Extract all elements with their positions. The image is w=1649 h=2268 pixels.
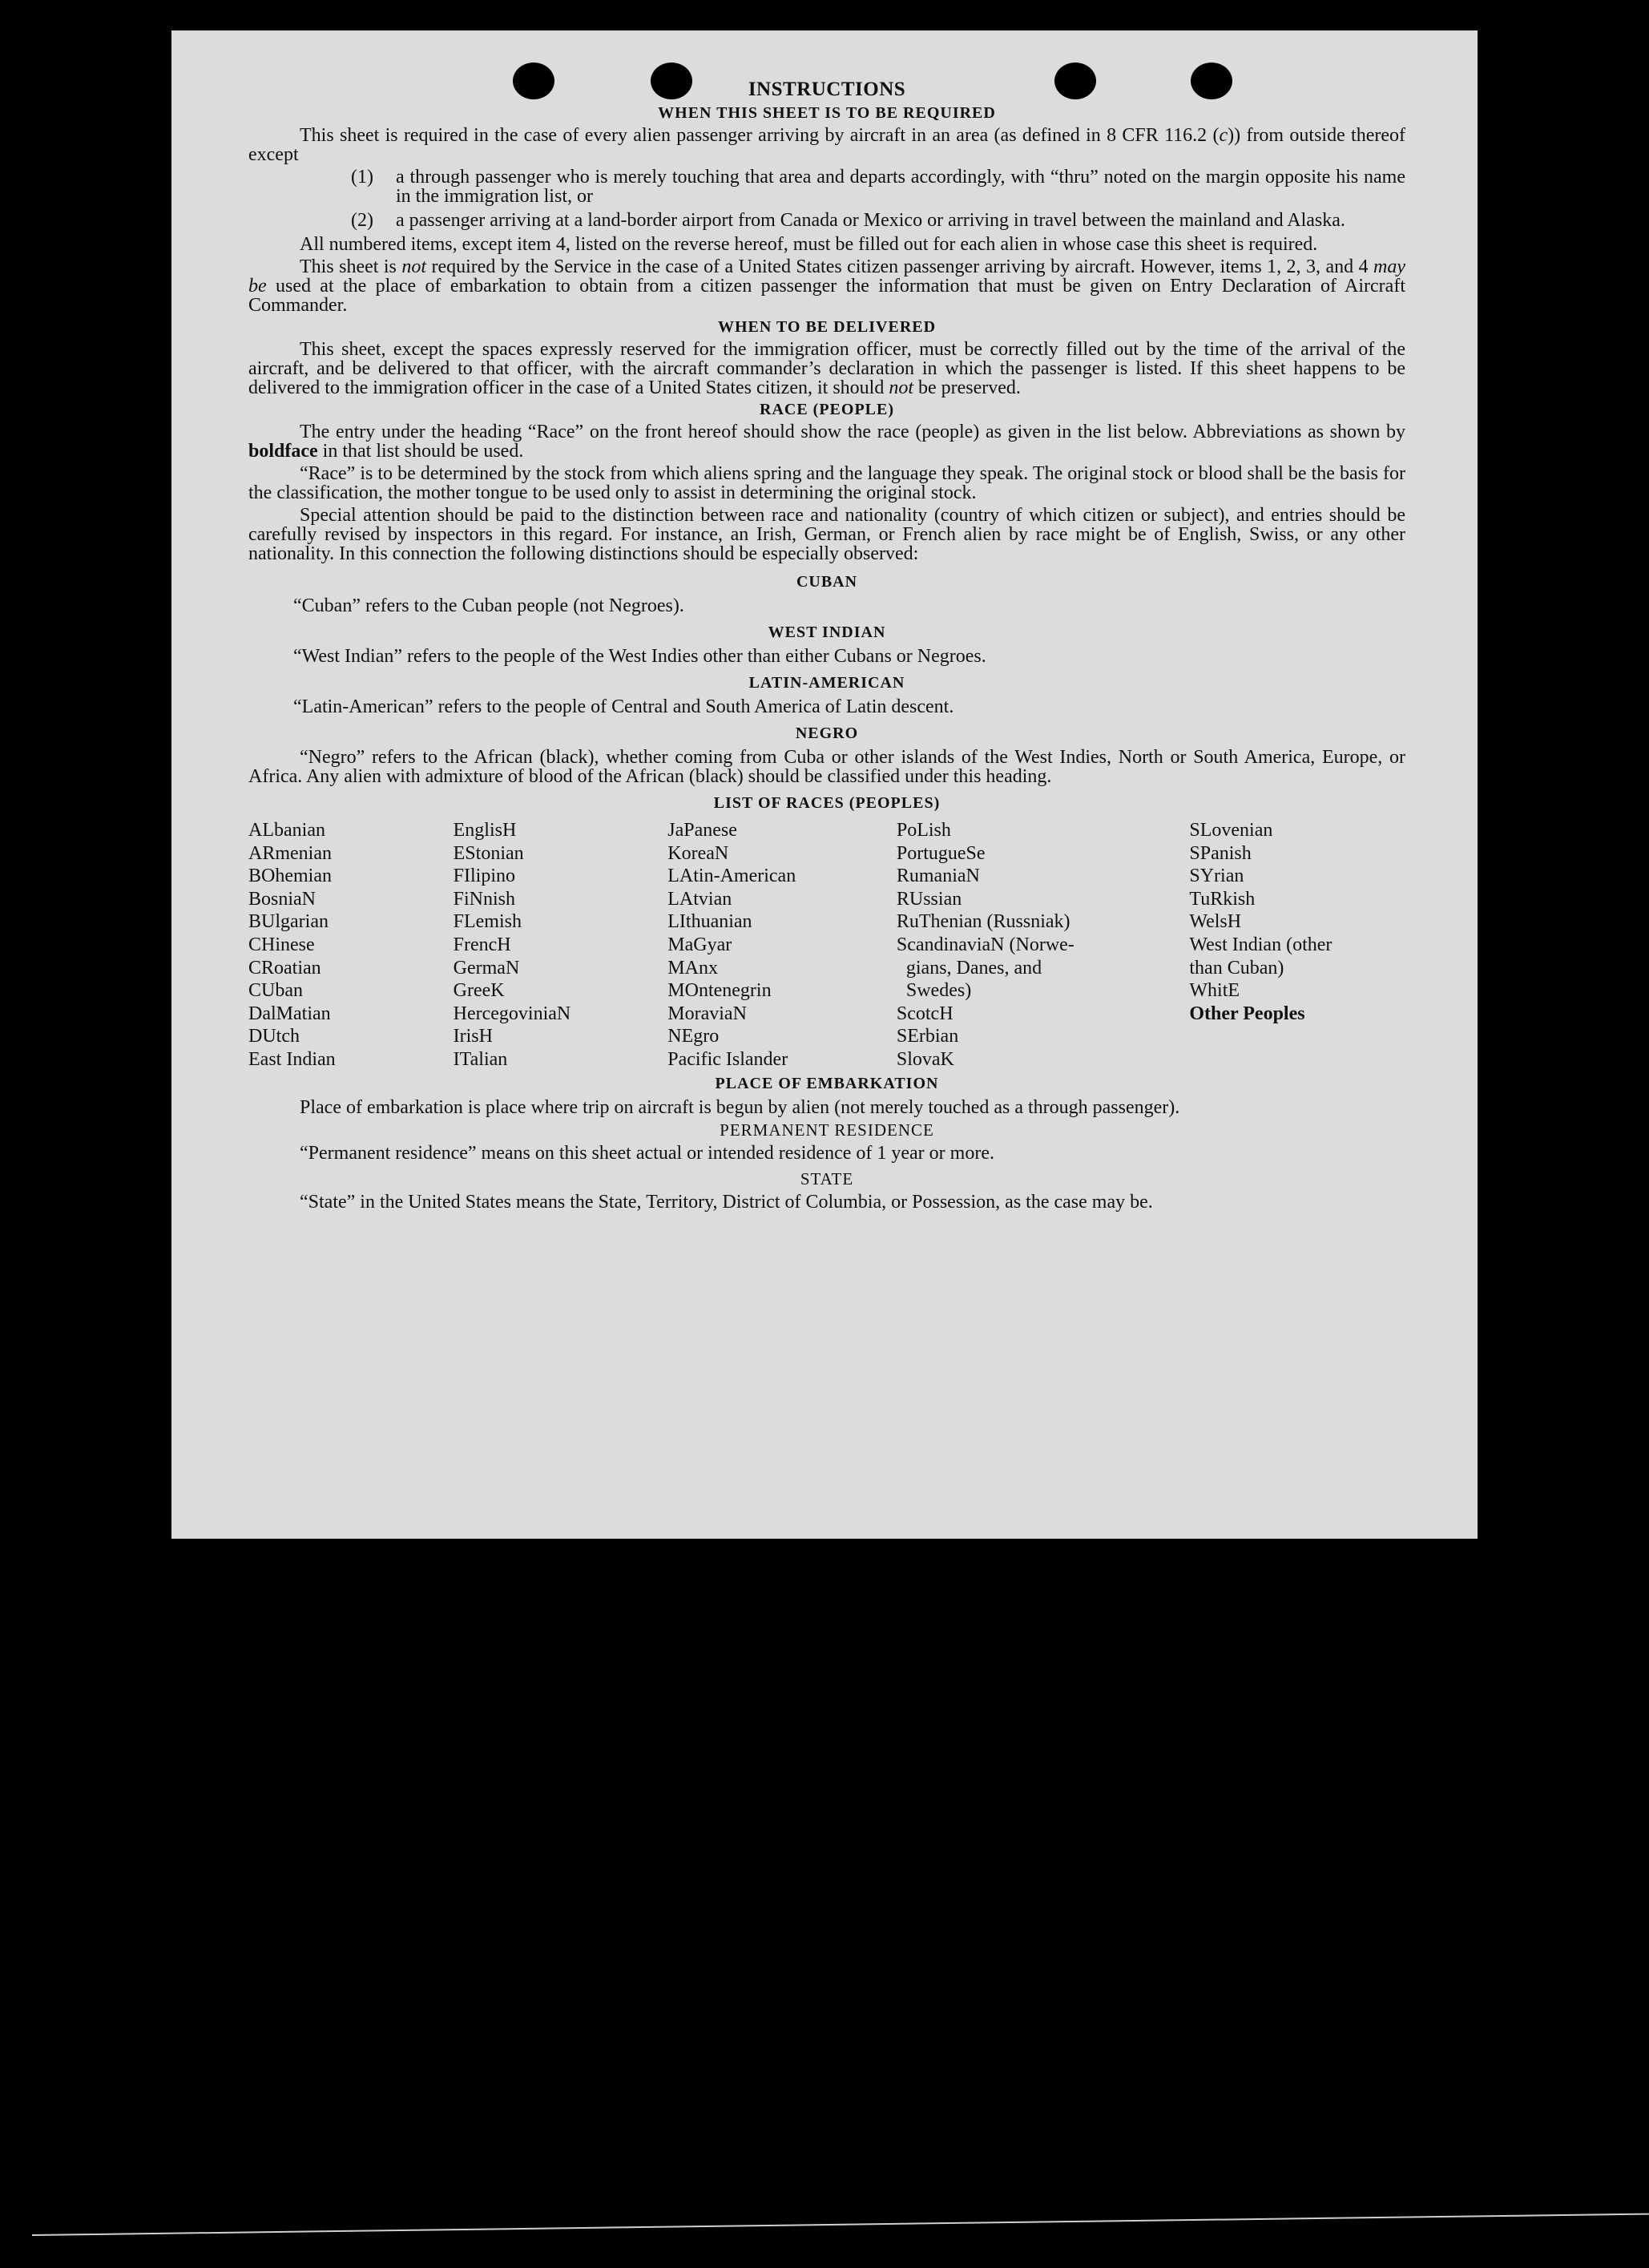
punch-hole (1191, 63, 1232, 99)
paragraph: “Negro” refers to the African (black), whether coming from Cuba or other islands of the West Indies, North or South America, Europe, or Africa. Any alien with admixture of blood of the African (black) should be classified under this heading. (248, 747, 1405, 787)
paragraph: Place of embarkation is place where trip on aircraft is begun by alien (not merely touched as a through passenger). (300, 1096, 1180, 1118)
paragraph: “Race” is to be determined by the stock from which aliens spring and the language they speak. The original stock or blood shall be the basis for the classification, the mother tongue to be used only to assist in determining the original stock. (248, 463, 1405, 503)
race-entry: CRoatian (248, 957, 321, 979)
section-heading: WEST INDIAN (768, 623, 886, 641)
punch-hole (651, 63, 692, 99)
races-column (248, 819, 454, 1071)
paragraph: This sheet, except the spaces expressly reserved for the immigration officer, must be correctly filled out by the time of the arrival of the aircraft, and be delivered to that officer, with the aircraft commander’s declaration in which the passenger is listed. If this sheet happens to be delivered to the immigration officer in the case of a United States citizen, it should not be preserved. (248, 339, 1405, 398)
race-entry: ScotcH (896, 1003, 954, 1024)
race-entry: SlovaK (896, 1048, 954, 1070)
paragraph: “Latin-American” refers to the people of Central and South America of Latin descent. (293, 696, 954, 717)
section-heading: PLACE OF EMBARKATION (715, 1074, 939, 1092)
race-entry: Swedes) (896, 980, 972, 1002)
race-entry: LIthuanian (667, 911, 752, 933)
paragraph: “West Indian” refers to the people of the West Indies other than either Cubans or Negroes. (293, 646, 986, 667)
race-entry: GermaN (453, 957, 520, 979)
race-entry: WelsH (1189, 911, 1242, 933)
race-entry: CUban (248, 980, 303, 1002)
section-heading: STATE (800, 1168, 854, 1188)
race-entry: ARmenian (248, 842, 332, 864)
section-heading: WHEN TO BE DELIVERED (717, 318, 937, 336)
paragraph: All numbered items, except item 4, listed on the reverse hereof, must be filled out for each alien in whose case this sheet is required. (300, 234, 1318, 255)
races-column (667, 819, 897, 1071)
race-entry: than Cuban) (1189, 957, 1284, 979)
race-entry: MaGyar (667, 934, 732, 955)
paragraph: This sheet is not required by the Service in the case of a United States citizen passenger arriving by aircraft. However, items 1, 2, 3, and 4 may be used at the place of embarkation to obtain from a citizen passenger the information that must be given on Entry Declaration of Aircraft Commander. (248, 256, 1405, 316)
race-entry: JaPanese (667, 820, 737, 841)
punch-hole (1054, 63, 1096, 99)
race-entry: WhitE (1189, 980, 1240, 1002)
list-item: (1) a through passenger who is merely touching that area and departs accordingly, with “thru” noted on the margin opposite his name in the immigration list, or (351, 167, 1405, 207)
list-item: (2) a passenger arriving at a land-border airport from Canada or Mexico or arriving in travel between the mainland and Alaska. (351, 210, 1345, 231)
race-entry: FLemish (453, 911, 522, 933)
race-entry: gians, Danes, and (896, 957, 1042, 979)
race-entry: IrisH (453, 1026, 493, 1047)
race-entry: MoraviaN (667, 1003, 747, 1024)
race-entry: Pacific Islander (667, 1048, 788, 1070)
section-heading: RACE (PEOPLE) (760, 401, 894, 418)
race-entry: ALbanian (248, 820, 325, 841)
paragraph: The entry under the heading “Race” on the front hereof should show the race (people) as given in the list below. Abbreviations as shown by boldface in that list should be used. (248, 422, 1405, 462)
section-heading: PERMANENT RESIDENCE (720, 1120, 934, 1140)
races-column (1189, 819, 1405, 1071)
race-entry: BosniaN (248, 888, 316, 910)
document-title: INSTRUCTIONS (748, 79, 906, 100)
races-list (248, 819, 1405, 1071)
race-entry: LAtvian (667, 888, 732, 910)
paragraph: This sheet is required in the case of every alien passenger arriving by aircraft in an area (as defined in 8 CFR 116.2 (c)) from outside thereof except (248, 125, 1406, 165)
race-entry: FrencH (453, 934, 511, 955)
race-entry: Other Peoples (1189, 1003, 1305, 1024)
race-entry: ITalian (453, 1048, 508, 1070)
section-heading: NEGRO (795, 724, 859, 742)
race-entry: FIlipino (453, 866, 515, 887)
race-entry: GreeK (453, 980, 505, 1002)
paragraph: “Permanent residence” means on this sheet actual or intended residence of 1 year or more. (300, 1142, 994, 1164)
race-entry: BUlgarian (248, 911, 329, 933)
race-entry: East Indian (248, 1048, 336, 1070)
race-entry: FiNnish (453, 888, 515, 910)
section-heading: LIST OF RACES (PEOPLES) (713, 794, 941, 812)
race-entry: HercegoviniaN (453, 1003, 571, 1024)
race-entry: RuThenian (Russniak) (896, 911, 1070, 933)
paragraph: “Cuban” refers to the Cuban people (not Negroes). (293, 595, 684, 616)
race-entry: SYrian (1189, 866, 1244, 887)
paragraph: “State” in the United States means the State, Territory, District of Columbia, or Possession, as the case may be. (300, 1191, 1153, 1213)
race-entry: NEgro (667, 1026, 720, 1047)
instruction-sheet (171, 30, 1478, 1539)
scan-edge-line (32, 2214, 1649, 2236)
race-entry: PortugueSe (896, 842, 986, 864)
race-entry: MOntenegrin (667, 980, 772, 1002)
section-heading: LATIN-AMERICAN (748, 674, 905, 692)
race-entry: SPanish (1189, 842, 1252, 864)
race-entry: SErbian (896, 1026, 959, 1047)
paragraph: Special attention should be paid to the distinction between race and nationality (country of which citizen or subject), and entries should be carefully revised by inspectors in this regard. For instance, an Irish, German, or French alien by race might be of English, Swiss, or any other nationality. In this connection the following distinctions should be especially observed: (248, 505, 1405, 564)
race-entry: KoreaN (667, 842, 729, 864)
race-entry: EnglisH (453, 820, 517, 841)
race-entry: West Indian (other (1189, 934, 1333, 955)
race-entry: RUssian (896, 888, 962, 910)
punch-hole (513, 63, 554, 99)
race-entry: DalMatian (248, 1003, 331, 1024)
race-entry: BOhemian (248, 866, 332, 887)
race-entry: TuRkish (1189, 888, 1256, 910)
race-entry: ScandinaviaN (Norwe- (896, 934, 1074, 955)
race-entry: RumaniaN (896, 866, 980, 887)
section-heading: CUBAN (796, 573, 858, 591)
section-heading: WHEN THIS SHEET IS TO BE REQUIRED (658, 104, 996, 122)
race-entry: DUtch (248, 1026, 300, 1047)
races-column (897, 819, 1190, 1071)
race-entry: EStonian (453, 842, 524, 864)
race-entry: SLovenian (1189, 820, 1273, 841)
race-entry: PoLish (896, 820, 951, 841)
races-column (454, 819, 668, 1071)
race-entry: MAnx (667, 957, 718, 979)
race-entry: LAtin-American (667, 866, 796, 887)
race-entry: CHinese (248, 934, 315, 955)
